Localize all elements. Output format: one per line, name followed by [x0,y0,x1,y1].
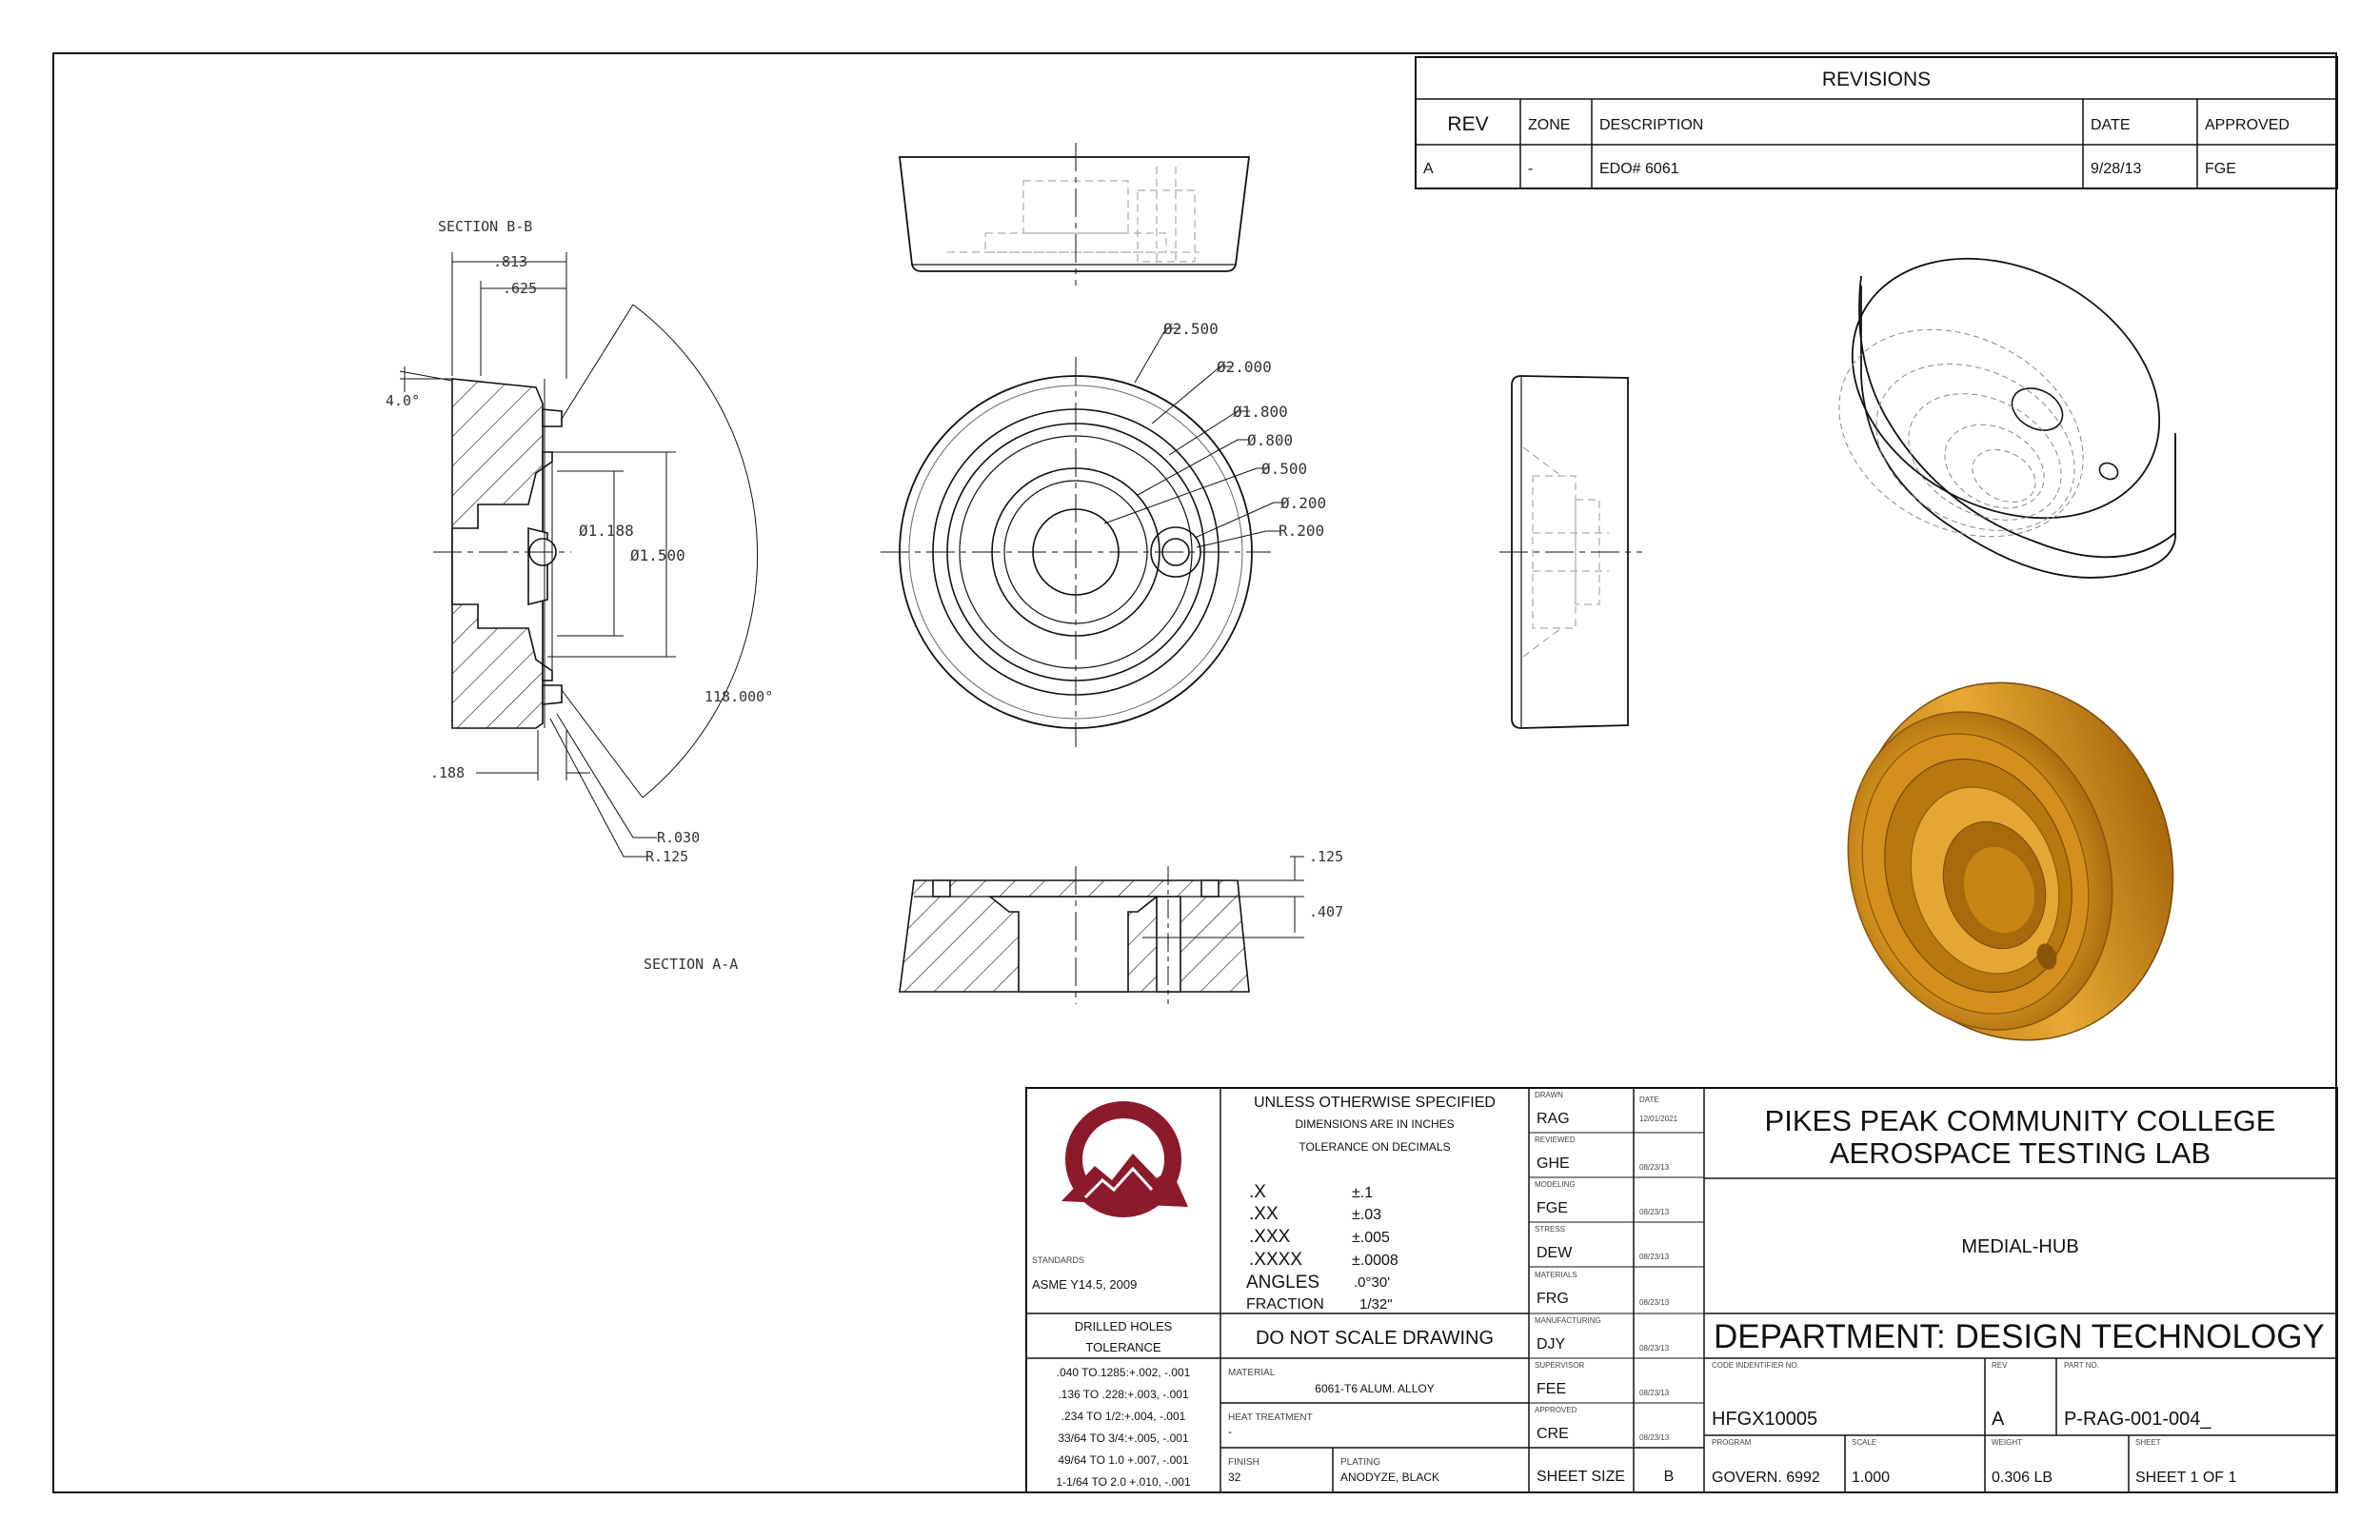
approval-date: 08/23/13 [1639,1253,1670,1261]
section-bb-label: SECTION B-B [438,218,533,235]
tolerance-value: ±.005 [1352,1230,1390,1246]
revision-row-description: EDO# 6061 [1599,161,1679,177]
material-label: MATERIAL [1228,1368,1276,1378]
dim-r030: R.030 [657,829,701,846]
code-identifier-label: CODE INDENTIFIER NO. [1712,1361,1800,1370]
approved-header: APPROVED [2205,117,2290,133]
sheet-value: SHEET 1 OF 1 [2135,1470,2237,1486]
revision-row-date: 9/28/13 [2091,161,2142,177]
approval-name: FRG [1537,1291,1569,1307]
sheet-label: SHEET [2135,1438,2161,1447]
part-number-label: PART NO. [2064,1361,2099,1370]
revision-row-rev: A [1423,161,1434,177]
revisions-title: REVISIONS [1821,69,1932,90]
dim-125: .125 [1309,848,1344,865]
drilled-tolerance-row: 1-1/64 TO 2.0 +.010, -.001 [1056,1475,1191,1489]
approval-role: SUPERVISOR [1535,1361,1585,1370]
weight-value: 0.306 LB [1992,1470,2053,1486]
scale-label: SCALE [1852,1438,1877,1447]
weight-label: WEIGHT [1992,1438,2022,1447]
approval-name: GHE [1537,1155,1570,1172]
rev-header: REV [1447,113,1489,135]
approval-name: DJY [1537,1336,1566,1352]
side-view [1499,376,1642,728]
approval-date: 08/23/13 [1639,1389,1670,1397]
rendered-part-image [1808,641,2219,1081]
section-aa-view [900,866,1249,1004]
drilled-tolerance-row: .040 TO.1285:+.002, -.001 [1056,1366,1191,1379]
tolerance-key: .XX [1249,1204,1279,1224]
approval-role: DRAWN [1535,1091,1563,1099]
drilled-tolerance-row: .136 TO .228:+.003, -.001 [1058,1388,1189,1401]
dim-813: .813 [493,253,528,270]
dim-dia-1188: Ø1.188 [579,522,634,540]
drilled-tolerance-row: 49/64 TO 1.0 +.007, -.001 [1058,1453,1189,1467]
plating-label: PLATING [1340,1457,1381,1468]
dim-118-degrees: 118.000° [704,688,774,705]
tolerance-key: .X [1249,1182,1266,1202]
heat-treatment-value: - [1228,1425,1232,1438]
dim-407: .407 [1309,903,1344,920]
dim-625: .625 [503,280,538,297]
part-number-value: P-RAG-001-004_ [2064,1409,2211,1430]
approval-date: 08/23/13 [1639,1208,1670,1216]
part-title: MEDIAL-HUB [1961,1236,2079,1257]
date-column-label: DATE [1639,1096,1659,1104]
do-not-scale-note: DO NOT SCALE DRAWING [1255,1328,1495,1349]
rev-label: REV [1992,1361,2008,1370]
dim-dia-2000: Ø2.000 [1217,358,1272,376]
tolerance-on-decimals-note: TOLERANCE ON DECIMALS [1299,1140,1451,1154]
drilled-holes-heading: DRILLED HOLES [1074,1319,1173,1333]
code-identifier-value: HFGX10005 [1712,1409,1818,1430]
organization-name: PIKES PEAK COMMUNITY COLLEGE [1764,1104,2276,1137]
isometric-wireframe-view [1803,207,2205,578]
dim-dia-1500: Ø1.500 [630,546,685,564]
drilled-holes-tolerance-heading: TOLERANCE [1085,1340,1161,1354]
dim-dia-2500: Ø2.500 [1163,320,1219,338]
fraction-key: FRACTION [1246,1296,1324,1313]
zone-header: ZONE [1528,117,1571,133]
scale-value: 1.000 [1852,1470,1891,1486]
top-view [900,143,1249,286]
dim-dia-800: Ø.800 [1247,431,1294,449]
approval-role: MODELING [1535,1180,1576,1189]
program-value: GOVERN. 6992 [1712,1470,1820,1486]
tolerance-value: ±.0008 [1352,1253,1398,1269]
standards-label: STANDARDS [1032,1255,1084,1265]
approval-name: CRE [1537,1426,1569,1442]
section-bb-view [433,379,571,728]
approval-name: FEE [1537,1381,1567,1397]
heat-treatment-label: HEAT TREATMENT [1228,1412,1313,1423]
approval-role: MANUFACTURING [1535,1316,1601,1325]
approval-name: FGE [1537,1200,1568,1216]
tolerance-value: ±.03 [1352,1207,1382,1223]
dimensions-in-inches-note: DIMENSIONS ARE IN INCHES [1295,1117,1455,1131]
dim-4-degrees: 4.0° [386,392,421,409]
approval-role: APPROVED [1535,1406,1577,1414]
sheet-size-label: SHEET SIZE [1537,1469,1626,1485]
approval-date: 08/23/13 [1639,1298,1670,1307]
revision-row-approved: FGE [2205,161,2236,177]
dim-dia-1800: Ø1.800 [1233,403,1288,421]
lab-name: AEROSPACE TESTING LAB [1829,1136,2211,1170]
approval-date: 12/01/2021 [1639,1115,1678,1123]
plating-value: ANODYZE, BLACK [1340,1471,1440,1484]
dim-188: .188 [430,764,466,781]
description-header: DESCRIPTION [1599,117,1704,133]
dim-dia-500: Ø.500 [1261,460,1308,478]
approval-date: 08/23/13 [1639,1163,1670,1172]
approval-role: MATERIALS [1535,1271,1577,1279]
rev-value: A [1992,1409,2005,1430]
drilled-tolerance-row: 33/64 TO 3/4:+.005, -.001 [1058,1431,1189,1445]
tolerance-key: .XXXX [1249,1250,1302,1270]
approval-role: STRESS [1535,1225,1566,1234]
angles-value: .0°30' [1354,1274,1391,1291]
dim-dia-200: Ø.200 [1280,494,1327,512]
material-value: 6061-T6 ALUM. ALLOY [1315,1382,1435,1395]
college-logo [1061,1110,1188,1209]
angles-key: ANGLES [1246,1273,1320,1293]
finish-label: FINISH [1228,1457,1259,1468]
date-header: DATE [2091,117,2131,133]
finish-value: 32 [1228,1471,1241,1484]
standards-value: ASME Y14.5, 2009 [1032,1277,1138,1292]
tolerance-value: ±.1 [1352,1185,1374,1201]
approval-date: 08/23/13 [1639,1433,1670,1442]
dim-r125: R.125 [645,848,689,865]
program-label: PROGRAM [1712,1438,1752,1447]
revision-row-zone: - [1528,161,1534,177]
approval-name: RAG [1537,1111,1570,1127]
unless-specified-note: UNLESS OTHERWISE SPECIFIED [1254,1095,1496,1111]
sheet-size-value: B [1663,1469,1675,1485]
front-view [881,357,1271,747]
approval-role: REVIEWED [1535,1135,1576,1144]
fraction-value: 1/32" [1359,1296,1393,1313]
drilled-tolerance-row: .234 TO 1/2:+.004, -.001 [1061,1410,1186,1423]
department-title: DEPARTMENT: DESIGN TECHNOLOGY [1714,1318,2325,1355]
section-aa-label: SECTION A-A [644,956,739,973]
dim-r200: R.200 [1279,522,1325,540]
approval-name: DEW [1537,1245,1573,1261]
tolerance-key: .XXX [1249,1227,1291,1247]
approval-date: 08/23/13 [1639,1344,1670,1352]
